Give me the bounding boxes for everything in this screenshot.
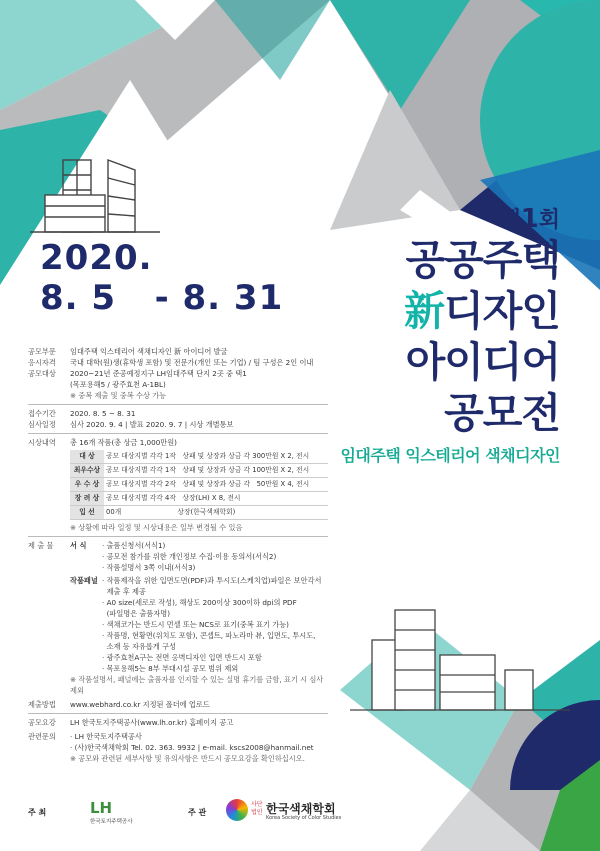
award-row-item [70,492,328,506]
award-desc: 00개 상장(한국색채학회) [104,506,328,520]
award-rank: 대 상 [70,450,104,464]
submit-work-item: (파일명은 출품자명) [102,609,171,618]
info-row-value: (목포용해5 / 광주효천 A-1BL) [70,380,166,389]
title-line-4: 공모전 [444,389,560,437]
info-rows [28,346,328,401]
edition-number: 1 [520,204,539,234]
award-rank: 최우수상 [70,464,104,478]
info-row-label: 공모부문 [28,347,56,356]
color-wheel-icon [226,799,248,821]
submit-form-item: · 공모전 참가를 위한 개인정보 수집·이용 동의서(서식2) [102,552,277,561]
submit-work-item: · 작품명, 현황면(위치도 포함), 콘셉트, 파노라마 뷰, 입면도, 투시도, [102,631,316,640]
contact-line: · (사)한국색채학회 Tel. 02. 363. 9932 | e-mail. kscs2008@hanmail.net [70,743,314,752]
receive-label: 접수기간 [28,409,56,418]
award-rank: 우 수 상 [70,478,104,492]
award-content [70,437,328,533]
info-row [28,390,328,401]
receive-row [28,408,328,419]
award-desc: 공모 대상지별 각각 1작 상패 및 상장과 상금 각 100만원 X 2, 전시 [104,464,328,478]
info-row-value: 국내 대학(원)생(휴학생 포함) 및 전문가(개인 또는 기업) / 팀 구성은 2인 이내 [70,358,314,367]
info-row [28,357,328,368]
receive-value: 2020. 8. 5 ~ 8. 31 [70,409,136,418]
title-line-3: 아이디어 [405,338,560,386]
submit-works-group [70,575,328,674]
contact-row [28,731,328,753]
title-line-2 [280,286,560,337]
divider [28,536,328,537]
divider [28,404,328,405]
submit-work-item: · 색채코가는 반드시 먼셀 또는 NCS로 표기(중복 표기 가능) [102,620,289,629]
award-desc: 공모 대상지별 각각 4작 상장(LH) X 8, 전시 [104,492,328,506]
footer [28,797,588,827]
ksc-logo [226,797,346,827]
award-table [70,450,328,520]
date-range: 8. 5 - 8. 31 [40,278,284,318]
award-row-item [70,450,328,464]
info-row-label [28,379,70,390]
submit-work-item: · 광주효천A구는 전면 옹벽디자인 입면 반드시 포함 [102,653,262,662]
contact-line: · LH 한국토지주택공사 [70,732,142,741]
guide-label: 공모요강 [28,718,56,727]
award-row-item [70,506,328,520]
contact-lines [70,731,328,753]
info-row [28,379,328,390]
award-note: ※ 상황에 따라 일정 및 시상내용은 일부 변경될 수 있음 [70,523,243,532]
method-value: www.webhard.co.kr 지정된 폴더에 업로드 [70,700,210,709]
lh-logo [90,799,160,827]
method-label: 제출방법 [28,700,56,709]
submit-forms-group [70,540,328,573]
info-row-value: ※ 중복 제출 및 중복 수상 가능 [70,391,167,400]
method-row [28,699,328,710]
award-label: 시상내역 [28,438,56,447]
ksc-tag-1: 사단 [251,801,263,808]
divider [28,433,328,434]
guide-row [28,717,328,728]
host-label: 주 최 [28,808,47,817]
submit-row [28,540,328,696]
lh-logo-name: 한국토지주택공사 [90,819,133,825]
award-row [28,437,328,533]
edition-suffix: 회 [538,208,560,233]
award-rank: 장 려 상 [70,492,104,506]
title-new-char: 新 [404,287,445,335]
edition-label [280,205,560,235]
submit-form-label: 서 식 [70,541,87,550]
submit-content [70,540,328,696]
info-row-value: 2020~21년 준공예정지구 LH임대주택 단지 2곳 중 택1 [70,369,247,378]
award-row-item [70,478,328,492]
award-row-item [70,464,328,478]
org-label: 주 관 [188,808,207,817]
schedule-row [28,419,328,430]
contact-note: ※ 공모와 관련된 세부사항 및 유의사항은 반드시 공모요강을 확인하십시오. [70,754,305,763]
info-row [28,368,328,379]
divider [28,713,328,714]
contest-info [28,346,328,764]
submit-works [102,575,321,674]
submit-forms [102,540,276,573]
guide-value: LH 한국토지주택공사(www.lh.or.kr) 홈페이지 공고 [70,718,234,727]
title-line-1: 공공주택 [405,236,560,284]
award-intro: 총 16개 작품(총 상금 1,000만원) [70,438,177,447]
ksc-tag-2: 법인 [251,809,263,816]
date-year: 2020. [40,238,153,278]
info-row-label: 공모대상 [28,369,56,378]
ksc-name: 한국색채학회 [266,802,336,816]
submit-work-item: · 작품제작을 위한 입면도면(PDF)과 투시도(스케치업)파일은 보안각서 [102,576,322,585]
submit-label: 제 출 물 [28,541,54,550]
award-desc: 공모 대상지별 각각 2작 상패 및 상장과 상금 각 50만원 X 4, 전시 [104,478,328,492]
award-rank: 입 선 [70,506,104,520]
submit-work-item: · 목포용해5는 8부 부대시설 공모 범위 제외 [102,664,239,673]
subtitle: 임대주택 익스테리어 색채디자인 [340,446,560,465]
edition-prefix: 제 [499,208,521,233]
info-row [28,346,328,357]
info-row-value: 임대주택 익스테리어 색채디자인 新 아이디어 발굴 [70,347,228,356]
schedule-value: 심사 2020. 9. 4 | 발표 2020. 9. 7 | 시상 개별통보 [70,420,234,429]
submit-form-item: · 작품설명서 3쪽 이내(서식3) [102,563,196,572]
submit-work-item: 소재 등 자유롭게 구성 [102,642,176,651]
ksc-tag [251,801,263,817]
ksc-name-en: Korea Society of Color Studies [266,815,342,821]
submit-work-item: 제출 후 제공 [102,587,146,596]
info-row-label [28,390,70,401]
title-line-2-rest: 디자인 [444,287,560,335]
submit-work-item: · A0 size(세로로 작성), 해상도 200이상 300이하 dpi의 PDF [102,598,297,607]
submit-note: ※ 작품설명서, 패널에는 출품자를 인지할 수 있는 실명 휴기를 금함, 표기 시 심사 제외 [70,675,324,695]
submit-work-label: 작품패널 [70,576,98,585]
info-row-label: 응시자격 [28,358,56,367]
award-desc: 공모 대상지별 각각 1작 상패 및 상장과 상금 각 300만원 X 2, 전시 [104,450,328,464]
submit-form-item: · 출품신청서(서식1) [102,541,166,550]
contact-label: 관련문의 [28,732,56,741]
schedule-label: 심사일정 [28,420,56,429]
lh-logo-mark: LH [90,799,113,817]
event-date [40,238,283,318]
